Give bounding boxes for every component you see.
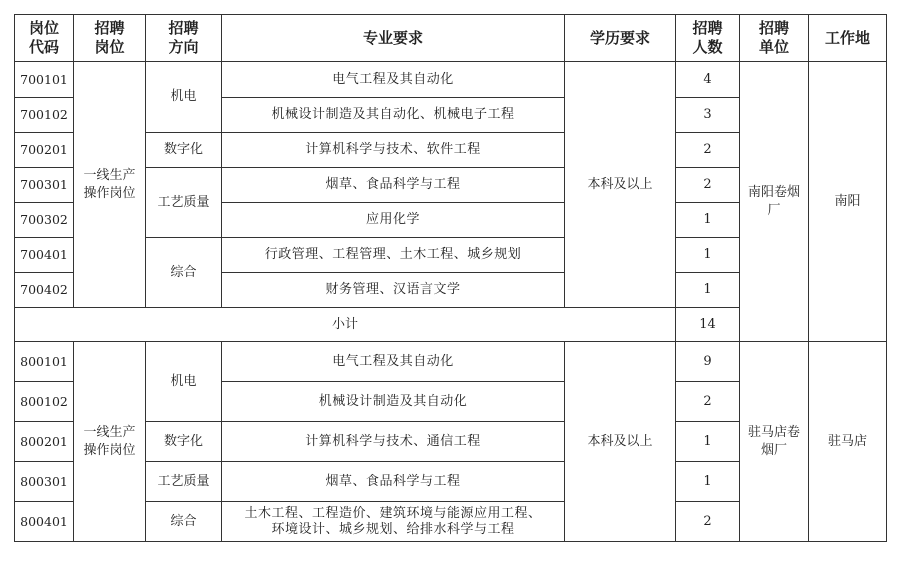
recruit-count: 1 [676, 422, 740, 462]
position-code: 700301 [15, 168, 74, 203]
major-requirement: 应用化学 [222, 203, 565, 238]
education-requirement: 本科及以上 [565, 62, 676, 308]
position-code: 800301 [15, 462, 74, 502]
recruit-count: 2 [676, 382, 740, 422]
work-location: 南阳 [809, 62, 887, 342]
work-location: 驻马店 [809, 342, 887, 542]
recruit-direction: 工艺质量 [146, 168, 222, 238]
position-code: 700102 [15, 98, 74, 133]
header-count: 招聘 人数 [676, 15, 740, 62]
table-row [15, 342, 887, 382]
recruit-direction: 综合 [146, 238, 222, 308]
position-code: 700101 [15, 62, 74, 98]
major-requirement: 机械设计制造及其自动化、机械电子工程 [222, 98, 565, 133]
recruit-direction: 综合 [146, 502, 222, 542]
recruit-direction: 机电 [146, 342, 222, 422]
subtotal-label: 小计 [15, 308, 676, 342]
header-row [15, 15, 887, 62]
position-code: 800401 [15, 502, 74, 542]
recruit-count: 1 [676, 203, 740, 238]
header-position: 招聘 岗位 [74, 15, 146, 62]
recruit-count: 9 [676, 342, 740, 382]
major-requirement: 烟草、食品科学与工程 [222, 168, 565, 203]
recruit-count: 2 [676, 502, 740, 542]
position-code: 800201 [15, 422, 74, 462]
position-code: 700401 [15, 238, 74, 273]
header-direction: 招聘 方向 [146, 15, 222, 62]
major-requirement: 烟草、食品科学与工程 [222, 462, 565, 502]
major-requirement: 财务管理、汉语言文学 [222, 273, 565, 308]
major-requirement: 土木工程、工程造价、建筑环境与能源应用工程、 环境设计、城乡规划、给排水科学与工程 [222, 502, 565, 542]
table-row [15, 62, 887, 98]
header-unit: 招聘 单位 [740, 15, 809, 62]
recruit-position: 一线生产 操作岗位 [74, 342, 146, 542]
position-code: 800102 [15, 382, 74, 422]
education-requirement: 本科及以上 [565, 342, 676, 542]
recruit-direction: 机电 [146, 62, 222, 133]
recruit-count: 2 [676, 168, 740, 203]
recruit-unit: 驻马店卷 烟厂 [740, 342, 809, 542]
recruit-unit: 南阳卷烟 厂 [740, 62, 809, 342]
header-location: 工作地 [809, 15, 887, 62]
position-code: 800101 [15, 342, 74, 382]
major-requirement: 行政管理、工程管理、土木工程、城乡规划 [222, 238, 565, 273]
major-requirement: 电气工程及其自动化 [222, 62, 565, 98]
recruit-count: 1 [676, 462, 740, 502]
header-code: 岗位 代码 [15, 15, 74, 62]
recruit-direction: 数字化 [146, 133, 222, 168]
position-code: 700402 [15, 273, 74, 308]
recruitment-table [14, 14, 887, 542]
major-requirement: 机械设计制造及其自动化 [222, 382, 565, 422]
header-major: 专业要求 [222, 15, 565, 62]
position-code: 700302 [15, 203, 74, 238]
recruit-count: 3 [676, 98, 740, 133]
major-requirement: 电气工程及其自动化 [222, 342, 565, 382]
major-requirement: 计算机科学与技术、通信工程 [222, 422, 565, 462]
subtotal-value: 14 [676, 308, 740, 342]
header-education: 学历要求 [565, 15, 676, 62]
recruit-count: 4 [676, 62, 740, 98]
recruit-direction: 数字化 [146, 422, 222, 462]
recruit-count: 2 [676, 133, 740, 168]
recruit-position: 一线生产 操作岗位 [74, 62, 146, 308]
recruit-direction: 工艺质量 [146, 462, 222, 502]
recruit-count: 1 [676, 273, 740, 308]
recruit-count: 1 [676, 238, 740, 273]
major-requirement: 计算机科学与技术、软件工程 [222, 133, 565, 168]
position-code: 700201 [15, 133, 74, 168]
